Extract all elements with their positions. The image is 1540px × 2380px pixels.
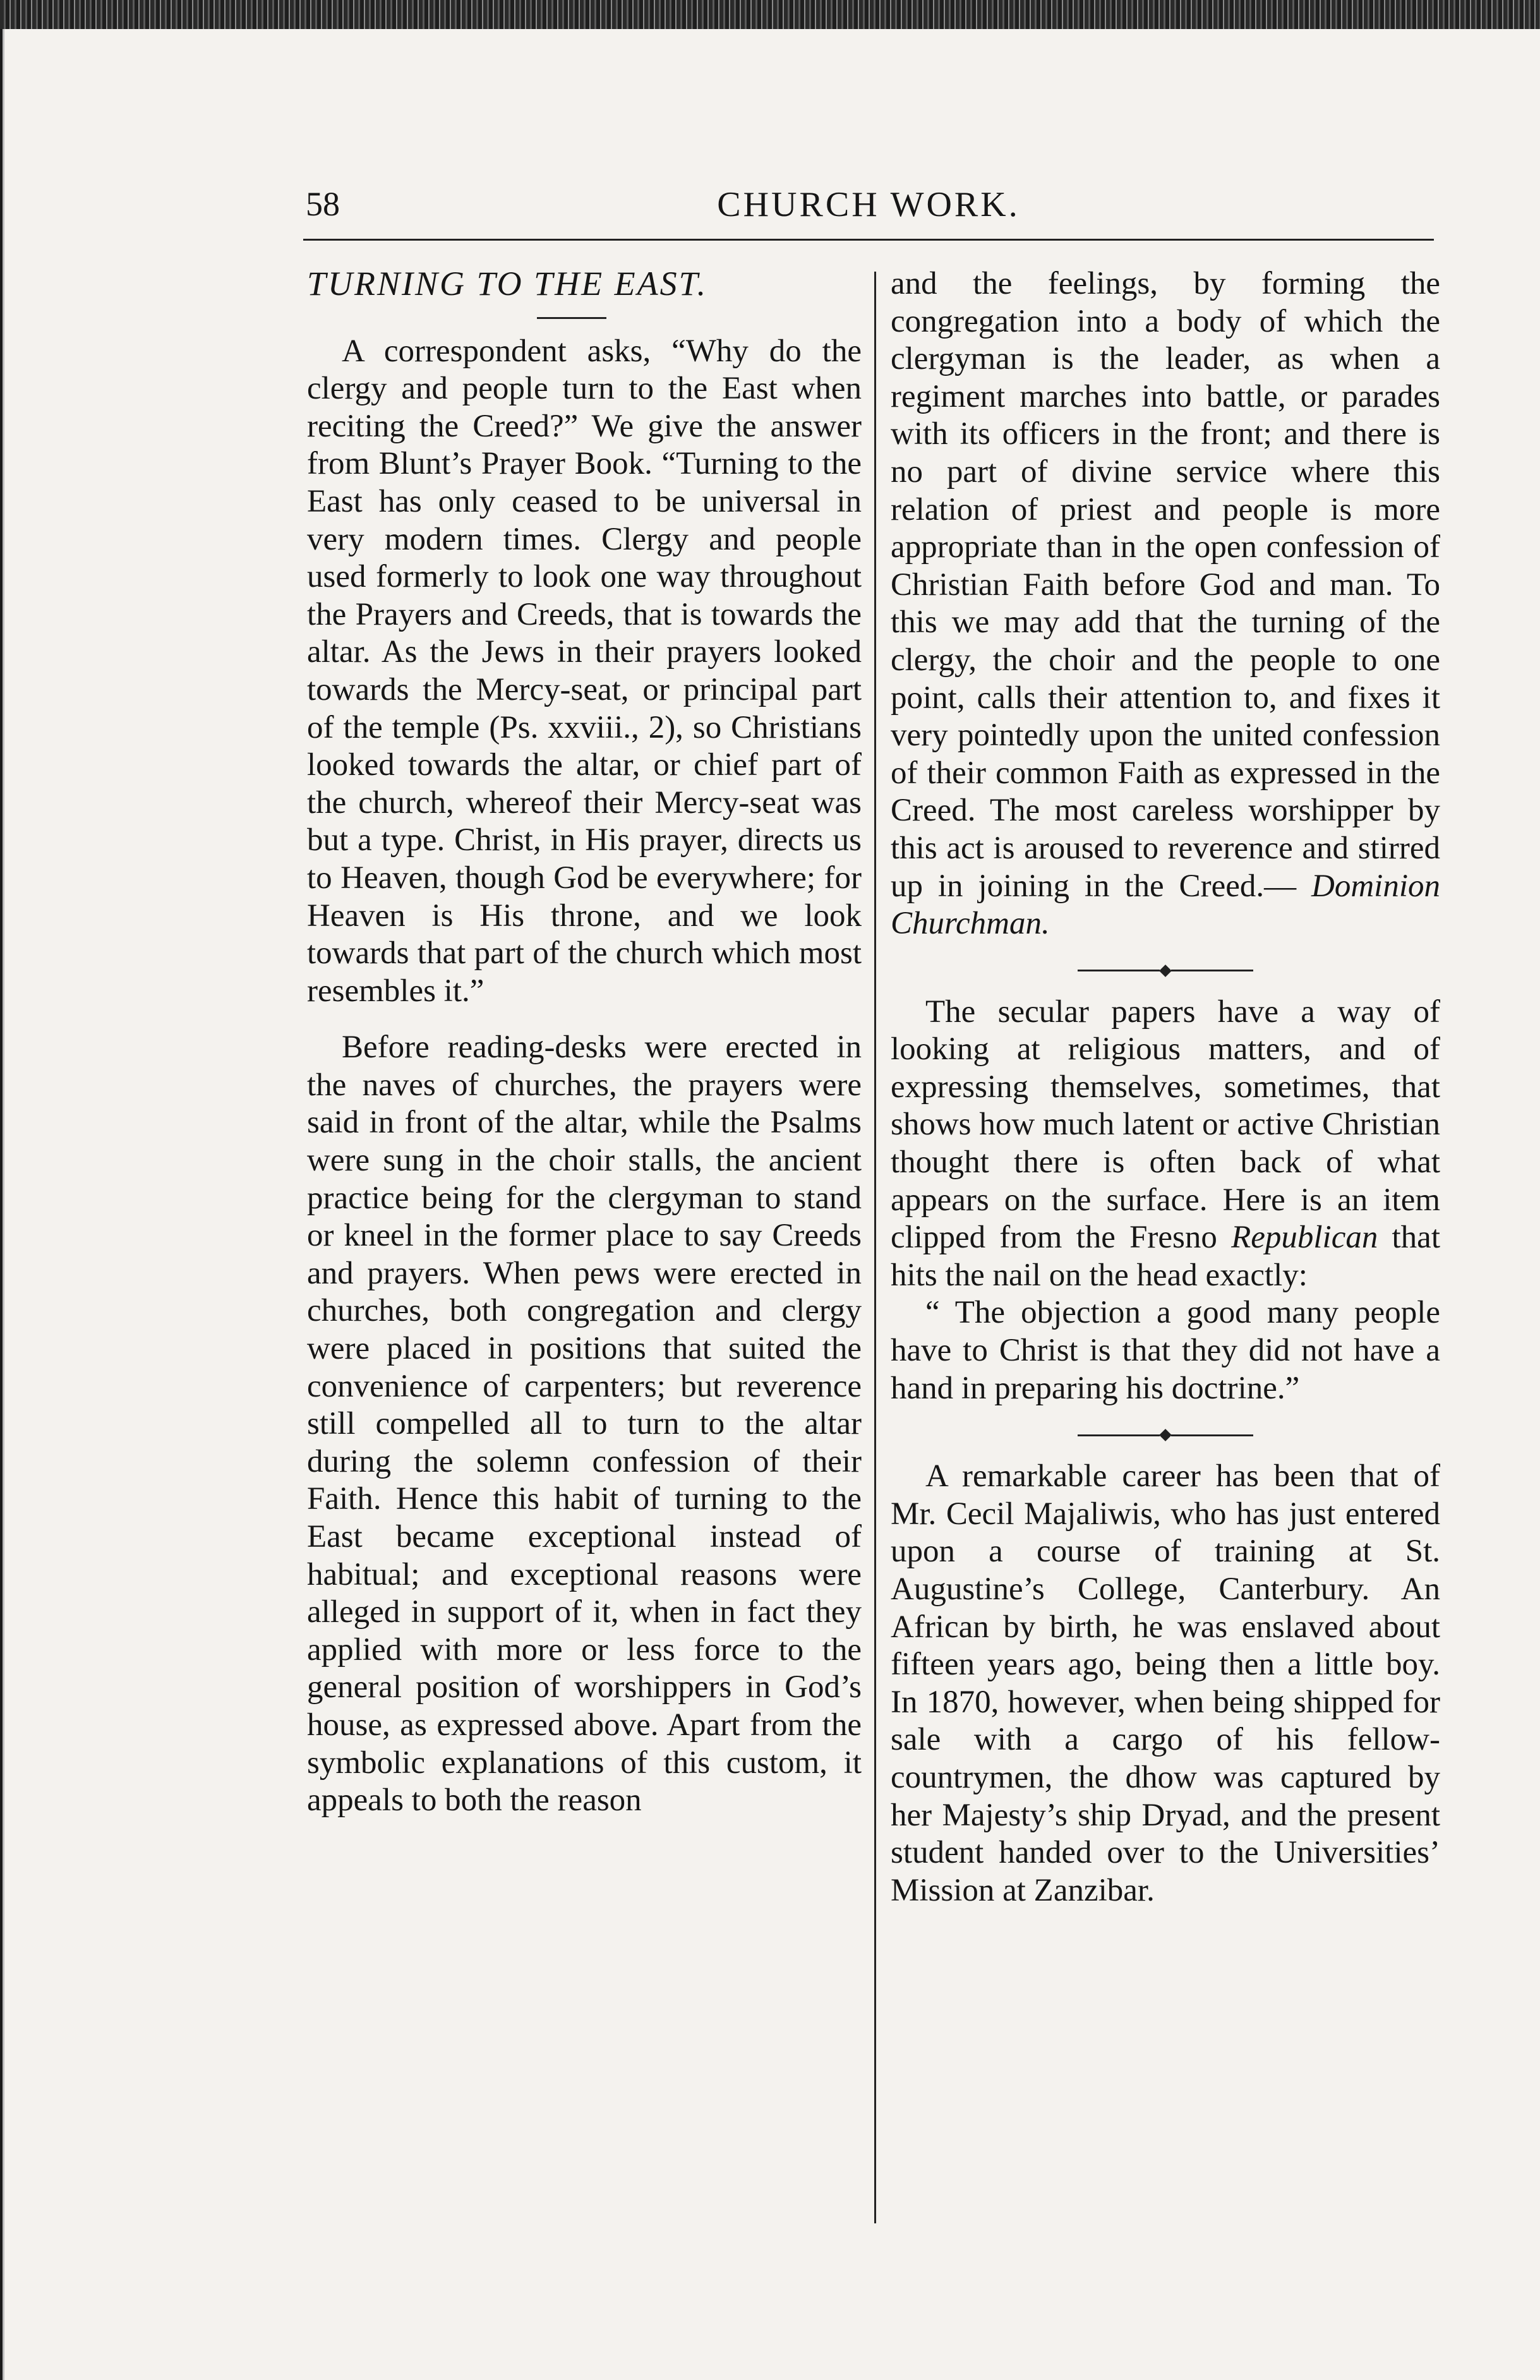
- section-divider-2: [891, 1420, 1440, 1445]
- running-title: CHURCH WORK.: [717, 185, 1020, 224]
- article-paragraph-2: Before reading-desks were erected in the naves of churches, the prayers were said in front of the altar, while the Psalms were sung in the choir stalls, the ancient practice being for the clergyman to stand or kneel in the former place to say Creeds and prayers. When pews were erected in churches, both congregation and clergy were placed in positions that suited the convenience of carpenters; but reverence still compelled all to turn to the altar during the solemn confession of their Faith. Hence this habit of turning to the East became exceptional instead of habitual; and exceptional reasons were alleged in support of it, when in fact they applied with more or less force to the general position of worshippers in God’s house, as expressed above. Apart from the symbolic explanations of this custom, it appeals to both the reason: [307, 1030, 862, 1818]
- intro-after: that hits the nail on the head exactly:: [891, 1220, 1440, 1293]
- page-header: [303, 164, 1434, 240]
- quotation: “ The objection a good many people have to Christ is that they did not have a hand in preparing his doctrine.”: [891, 1295, 1440, 1406]
- two-column-body: [303, 265, 1440, 2255]
- scan-top-edge: [0, 0, 1540, 29]
- header-rule: [303, 239, 1434, 241]
- scan-left-edge: [0, 29, 10, 2380]
- column-rule: [874, 272, 876, 2223]
- right-column: [891, 265, 1440, 1909]
- intro-before: The secular papers have a way of looking at religious matters, and of expressing themselves, sometimes, that shows how much latent or active Christian thought there is often back of what appears on the surface. Here is an item clipped from the Fresno: [891, 994, 1440, 1256]
- section-divider-1: [891, 956, 1440, 981]
- article-title: TURNING TO THE EAST.: [307, 265, 708, 303]
- continued-text: and the feelings, by forming the congregation into a body of which the clergyman is the leader, as when a regiment marches into battle, or parades with its officers in the front; and there is no part of divine service where this relation of priest and people is more appropriate than in the open confession of Christian Faith before God and man. To this we may add that the turning of the clergy, the choir and the people to one point, calls their attention to, and fixes it very pointedly upon the united confession of their common Faith as expressed in the Creed. The most careless worshipper by this act is aroused to reverence and stirred up in joining in the Creed.—: [891, 266, 1440, 904]
- page: [303, 164, 1440, 1908]
- source-attribution: Dominion Churchman.: [891, 868, 1440, 942]
- article-paragraph-1: A correspondent asks, “Why do the clergy and people turn to the East when reciting the Creed?” We give the answer from Blunt’s Prayer Book. “Turning to the East has only ceased to be universal in very modern times. Clergy and people used formerly to look one way throughout the Prayers and Creeds, that is towards the altar. As the Jews in their prayers looked towards the Mercy-seat, or principal part of the temple (Ps. xxviii., 2), so Christians looked towards the altar, or chief part of the church, whereof their Mercy-seat was but a type. Christ, in His prayer, directs us to Heaven, though God be everywhere; for Heaven is His throne, and we look towards that part of the church which most resembles it.”: [307, 333, 862, 1009]
- title-dash: [537, 317, 606, 319]
- secular-papers-paragraph: [891, 994, 1440, 1295]
- page-number: 58: [306, 185, 340, 223]
- career-paragraph: A remarkable career has been that of Mr. Cecil Majaliwis, who has just entered upon a course of training at St. Augustine’s College, Canterbury. An African by birth, he was enslaved about fifteen years ago, being then a little boy. In 1870, however, when being shipped for sale with a cargo of his fellow-countrymen, the dhow was captured by her Majesty’s ship Dryad, and the present student handed over to the Universities’ Mission at Zanzibar.: [891, 1458, 1440, 1908]
- article-paragraph-3: [891, 265, 1440, 943]
- publication-name: Republican: [1231, 1220, 1378, 1256]
- left-column: [307, 265, 862, 1820]
